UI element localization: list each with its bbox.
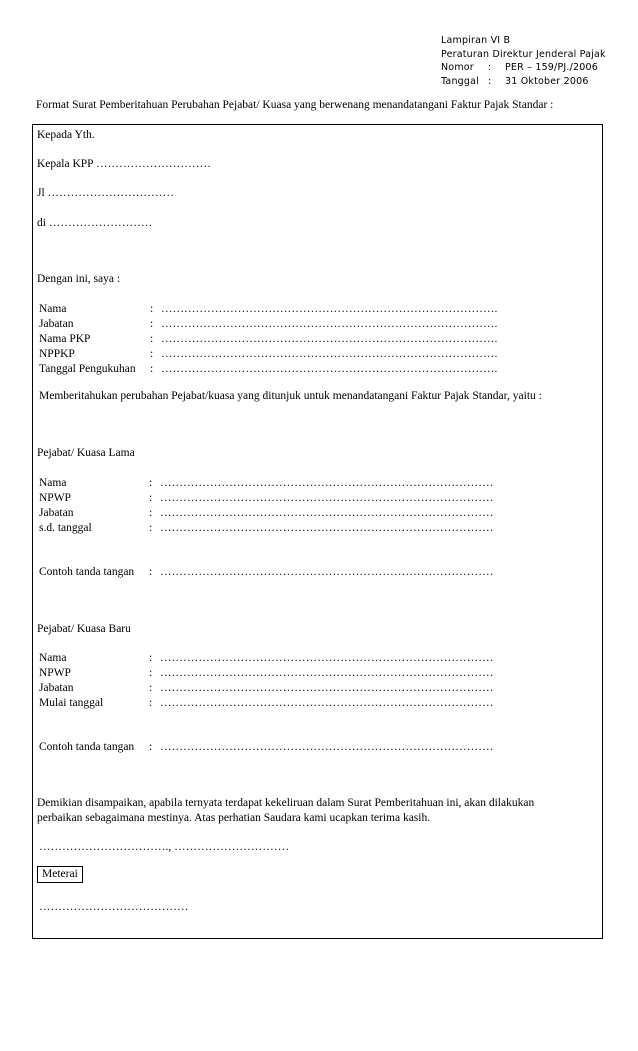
field-blank: …………………………………………………………………………… (160, 697, 494, 709)
field-label: Nama (39, 477, 67, 489)
field-blank: …………………………………………………………………………… (160, 507, 494, 519)
closing-line-2: perbaikan sebagaimana mestinya. Atas perhatian Saudara kami ucapkan terima kasih. (37, 812, 431, 824)
field-label: Mulai tanggal (39, 697, 104, 709)
lampiran-label: Lampiran VI B (441, 35, 511, 46)
field-separator: : (149, 492, 153, 504)
field-blank: ……………………………………………………………………………. (161, 363, 498, 375)
field-label: Nama (39, 652, 67, 664)
signature-blank: ………………………………… (39, 901, 189, 913)
jalan-line: Jl …………………………… (37, 187, 175, 199)
meterai-stamp-box: Meterai (37, 866, 83, 883)
nomor-separator: : (488, 62, 492, 73)
field-label: s.d. tanggal (39, 522, 92, 534)
field-label: NPPKP (39, 348, 75, 360)
contoh-ttd-lama-label: Contoh tanda tangan (39, 566, 135, 578)
closing-line-1: Demikian disampaikan, apabila ternyata terdapat kekeliruan dalam Surat Pemberitahuan ini, akan dilakukan (37, 797, 535, 809)
field-separator: : (150, 363, 154, 375)
field-label: Jabatan (39, 507, 74, 519)
field-label: Tanggal Pengukuhan (39, 363, 136, 375)
field-separator: : (149, 667, 153, 679)
field-separator: : (150, 333, 154, 345)
field-blank: ……………………………………………………………………………. (161, 333, 498, 345)
field-blank: ……………………………………………………………………………. (161, 318, 498, 330)
field-blank: …………………………………………………………………………… (160, 522, 494, 534)
field-separator: : (149, 682, 153, 694)
field-blank: …………………………………………………………………………… (160, 492, 494, 504)
peraturan-label: Peraturan Direktur Jenderal Pajak (441, 48, 606, 60)
contoh-ttd-baru-separator: : (149, 741, 153, 753)
nomor-value: PER – 159/PJ./2006 (505, 62, 598, 73)
field-separator: : (149, 652, 153, 664)
kepala-kpp-line: Kepala KPP ………………………… (37, 158, 211, 170)
field-separator: : (149, 507, 153, 519)
field-label: Jabatan (39, 318, 74, 330)
field-blank: …………………………………………………………………………… (160, 682, 494, 694)
field-separator: : (149, 697, 153, 709)
field-blank: ……………………………………………………………………………. (161, 348, 498, 360)
field-separator: : (149, 477, 153, 489)
nomor-label: Nomor (441, 62, 474, 73)
place-date-blank: ……………………………., ………………………… (39, 841, 290, 853)
field-blank: ……………………………………………………………………………. (161, 303, 498, 315)
field-blank: …………………………………………………………………………… (160, 667, 494, 679)
document-header (441, 34, 606, 88)
kepada-line: Kepada Yth. (37, 129, 95, 141)
letter-box (32, 124, 603, 939)
kuasa-baru-heading: Pejabat/ Kuasa Baru (37, 623, 131, 635)
field-label: Nama (39, 303, 67, 315)
contoh-ttd-lama-separator: : (149, 566, 153, 578)
field-separator: : (150, 348, 154, 360)
dengan-ini-heading: Dengan ini, saya : (37, 273, 121, 285)
contoh-ttd-lama-blank: …………………………………………………………………………… (160, 566, 494, 578)
field-separator: : (150, 303, 154, 315)
memberitahukan-line: Memberitahukan perubahan Pejabat/kuasa yang ditunjuk untuk menandatangani Faktur Pajak Standar, yaitu : (39, 390, 542, 402)
tanggal-label: Tanggal (441, 75, 479, 87)
tanggal-row (441, 75, 606, 89)
field-label: Nama PKP (39, 333, 91, 345)
field-label: NPWP (39, 492, 71, 504)
nomor-row (441, 61, 606, 75)
contoh-ttd-baru-label: Contoh tanda tangan (39, 741, 135, 753)
tanggal-value: 31 Oktober 2006 (505, 75, 589, 87)
field-separator: : (150, 318, 154, 330)
field-blank: …………………………………………………………………………… (160, 652, 494, 664)
kuasa-lama-heading: Pejabat/ Kuasa Lama (37, 447, 135, 459)
format-intro: Format Surat Pemberitahuan Perubahan Pejabat/ Kuasa yang berwenang menandatangani Faktur Pajak Standar : (36, 99, 554, 111)
di-line: di ……………………… (37, 217, 153, 229)
contoh-ttd-baru-blank: …………………………………………………………………………… (160, 741, 494, 753)
field-separator: : (149, 522, 153, 534)
field-label: Jabatan (39, 682, 74, 694)
field-blank: …………………………………………………………………………… (160, 477, 494, 489)
field-label: NPWP (39, 667, 71, 679)
tanggal-separator: : (488, 75, 492, 87)
